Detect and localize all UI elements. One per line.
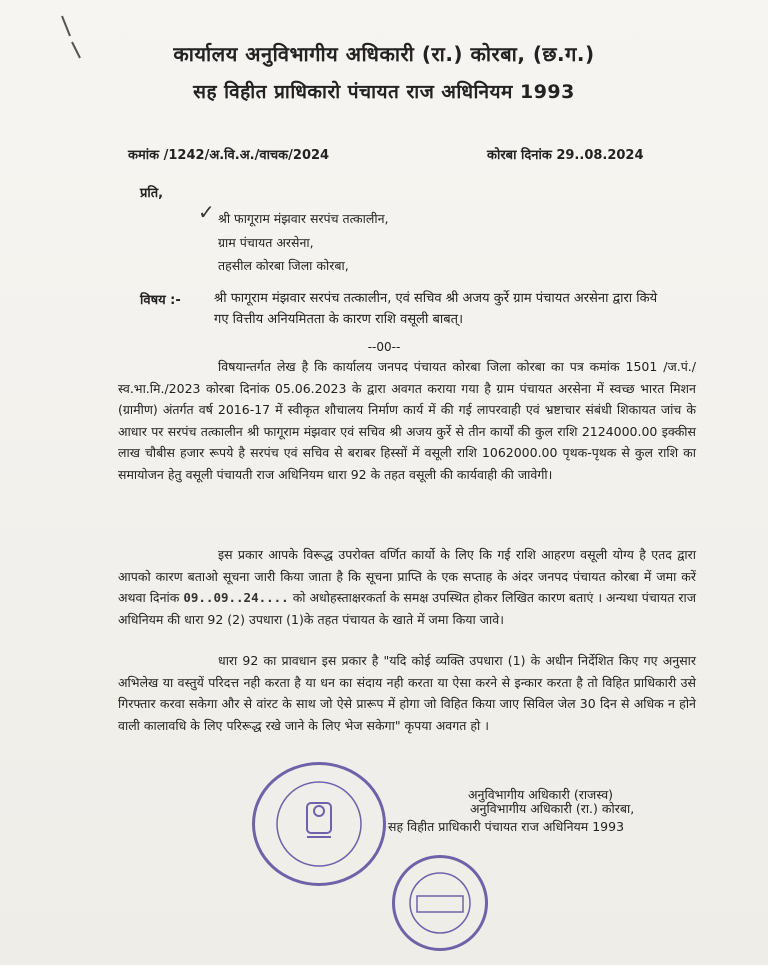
body-paragraph-3: धारा 92 का प्रावधान इस प्रकार है "यदि कोई व्यक्ति उपधारा (1) के अधीन निर्देशित किए गए अनुसार अभिलेख या वस्तुयें परिदत्त नही करता है या धन का संदाय नही करता या ऐसा करने से इन्कार करता है तो विहित प्राधिकारी उसे गिरफ्तार करवा सकेगा और से वांरट के साथ जो ऐसे प्रारूप में होगा जो विहित किया जाए सिविल जेल 30 दिन से अधिक न होने वाली कालावधि के लिए परिरूद्ध रखे जाने के लिए भेज सकेगा" कृपया अवगत हो । xyxy=(118,653,696,733)
body-paragraph-2 xyxy=(118,544,696,630)
separator: --00-- xyxy=(367,340,401,354)
recipient-line: ग्राम पंचायत अरसेना, xyxy=(218,235,314,250)
signatory-designation: अनुविभागीय अधिकारी (रा.) कोरबा, xyxy=(470,801,635,816)
letter-date: कोरबा दिनांक 29..08.2024 xyxy=(487,148,644,163)
recipient-line: तहसील कोरबा जिला कोरबा, xyxy=(218,258,349,273)
checkmark-icon: ✓ xyxy=(198,200,215,224)
recipient-line: श्री फागूराम मंझवार सरपंच तत्कालीन, xyxy=(218,211,389,226)
office-title: कार्यालय अनुविभागीय अधिकारी (रा.) कोरबा, (छ.ग.) xyxy=(173,42,595,66)
paragraph-2-text-a: इस प्रकार आपके विरूद्ध उपरोक्त वर्णित कार्यो के लिए कि गई राशि आहरण वसूली योग्य है एतद द्वारा आपको कारण बताओ सूचना जारी किया जाता है कि सूचना प्राप्ति के एक सप्ताह के अंदर जनपद पंचायत कोरबा में जमा करें अथवा दिनांक xyxy=(118,547,696,605)
reference-number: कमांक /1242/अ.वि.अ./वाचक/2024 xyxy=(128,148,330,163)
subject-label: विषय :- xyxy=(140,293,181,308)
subject-text: श्री फागूराम मंझवार सरपंच तत्कालीन, एवं सचिव श्री अजय कुर्रे ग्राम पंचायत अरसेना द्वारा किये गए वित्तीय अनियमितता के कारण राशि वसूली बाबत्। xyxy=(214,291,658,327)
office-subtitle: सह विहीत प्राधिकारो पंचायत राज अधिनियम 1993 xyxy=(193,81,575,103)
handwritten-date: 09..09..24.... xyxy=(183,590,289,605)
office-seal xyxy=(252,762,386,886)
body-paragraph-1: विषयान्तर्गत लेख है कि कार्यालय जनपद पंचायत कोरबा जिला कोरबा का पत्र कमांक 1501 /ज.पं./स्व.भा.मि./2023 कोरबा दिनांक 05.06.2023 के द्वारा अवगत कराया गया है ग्राम पंचायत अरसेना में स्वच्छ भारत मिशन (ग्रामीण) अंतर्गत वर्ष 2016-17 में स्वीकृत शौचालय निर्माण कार्य में की गई लापरवाही एवं भ्रष्टाचार संबंधी शिकायत जांच के आधार पर सरपंच तत्कालीन श्री फागूराम मंझवार एवं सचिव श्री अजय कुर्रे से तीन कार्यों की कुल राशि 2124000.00 इक्कीस लाख चौबीस हजार रूपये है सरपंच एवं सचिव से बराबर हिस्सों में वसूली राशि 1062000.00 पृथक-पृथक से कुल राशि का समायोजन हेतु वसूली पंचायती राज अधिनियम धारा 92 के तहत वसूली की कार्यवाही की जावेगी। xyxy=(118,359,696,482)
recipient-label: प्रति, xyxy=(140,186,164,201)
stamp-icon xyxy=(395,858,485,948)
signature-stamp-line: अनुविभागीय अधिकारी (राजस्व) xyxy=(468,787,614,802)
paragraph-2-text-b: को अधोहस्ताक्षरकर्ता के समक्ष उपस्थित होकर लिखित कारण बताएं । अन्यथा पंचायत राज अधिनियम की धारा 92 (2) उपधारा (1)के तहत पंचायत के खाते में जमा किया जावे। xyxy=(118,590,696,627)
signatory-authority: सह विहीत प्राधिकारी पंचायत राज अधिनियम 1993 xyxy=(388,819,625,834)
emblem-icon xyxy=(255,765,383,883)
receipt-stamp xyxy=(392,855,488,951)
